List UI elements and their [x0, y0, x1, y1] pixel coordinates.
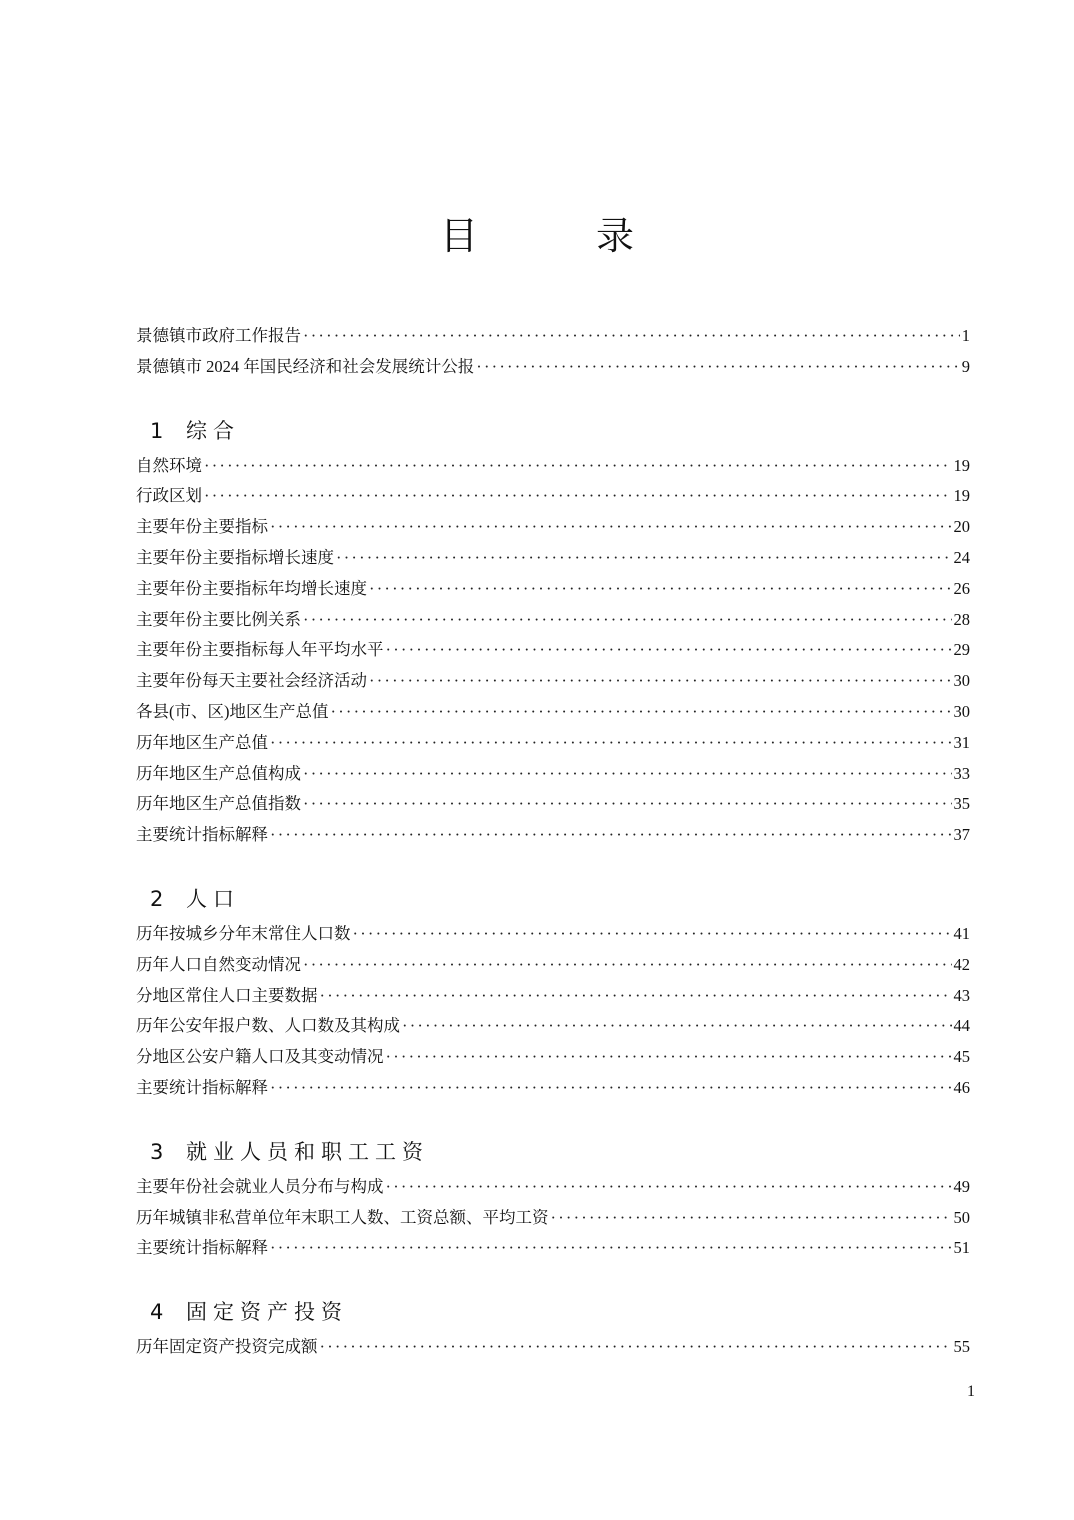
toc-entry[interactable]: [136, 512, 970, 543]
dot-leader: [303, 759, 952, 790]
section-number: 1: [150, 418, 164, 443]
dot-leader: [551, 1203, 952, 1234]
toc-entry-label: 历年公安年报户数、人口数及其构成: [136, 1016, 400, 1036]
section-title: 综合: [186, 418, 240, 443]
dot-leader: [270, 1073, 952, 1104]
toc-entry-label: 行政区划: [136, 486, 202, 506]
toc-entry[interactable]: [136, 728, 970, 759]
toc-entry[interactable]: [136, 759, 970, 790]
toc-entry-label: 历年按城乡分年末常住人口数: [136, 923, 351, 943]
dot-leader: [270, 1233, 952, 1264]
toc-entry-page: 42: [953, 954, 970, 974]
toc-entry-page: 29: [953, 640, 970, 660]
section-title: 固定资产投资: [186, 1300, 348, 1325]
toc-entry-page: 55: [953, 1337, 970, 1357]
toc-entry-page: 19: [953, 455, 970, 475]
section-number: 2: [150, 886, 164, 911]
toc-entry-page: 51: [953, 1238, 970, 1258]
toc-entry-page: 24: [953, 547, 970, 567]
dot-leader: [270, 512, 952, 543]
toc-entry[interactable]: [136, 1073, 970, 1104]
dot-leader: [303, 789, 952, 820]
toc-entry-label: 历年地区生产总值: [136, 732, 268, 752]
toc-entry-label: 历年地区生产总值指数: [136, 794, 301, 814]
dot-leader: [204, 451, 952, 482]
dot-leader: [476, 352, 960, 383]
toc-entry-label: 主要年份社会就业人员分布与构成: [136, 1176, 384, 1196]
toc-entry-page: 9: [961, 356, 970, 376]
dot-leader: [386, 1172, 952, 1203]
table-of-contents: [136, 321, 970, 1363]
toc-entry[interactable]: [136, 820, 970, 851]
toc-entry-page: 28: [953, 609, 970, 629]
toc-entry-label: 主要年份主要指标每人年平均水平: [136, 640, 384, 660]
toc-entry[interactable]: [136, 321, 970, 352]
toc-entry-page: 20: [953, 517, 970, 537]
toc-entry-label: 主要统计指标解释: [136, 1077, 268, 1097]
dot-leader: [386, 635, 952, 666]
dot-leader: [353, 919, 952, 950]
section-heading[interactable]: [136, 411, 970, 451]
toc-entry-page: 37: [953, 825, 970, 845]
section-heading[interactable]: [136, 1132, 970, 1172]
toc-entry-page: 35: [953, 794, 970, 814]
toc-entry-page: 19: [953, 486, 970, 506]
section-heading[interactable]: [136, 1292, 970, 1332]
dot-leader: [369, 666, 952, 697]
dot-leader: [402, 1011, 952, 1042]
toc-entry-page: 30: [953, 671, 970, 691]
toc-entry-page: 41: [953, 923, 970, 943]
toc-entry-page: 33: [953, 763, 970, 783]
toc-entry[interactable]: [136, 950, 970, 981]
toc-entry-label: 历年地区生产总值构成: [136, 763, 301, 783]
section-title: 就业人员和职工工资: [186, 1139, 429, 1164]
dot-leader: [270, 820, 952, 851]
toc-entry[interactable]: [136, 1332, 970, 1363]
toc-entry-label: 主要年份主要指标: [136, 517, 268, 537]
dot-leader: [303, 950, 952, 981]
toc-entry-page: 30: [953, 701, 970, 721]
toc-entry[interactable]: [136, 605, 970, 636]
toc-entry-label: 分地区公安户籍人口及其变动情况: [136, 1047, 384, 1067]
toc-entry[interactable]: [136, 481, 970, 512]
dot-leader: [303, 605, 952, 636]
dot-leader: [336, 543, 952, 574]
toc-entry-label: 主要统计指标解释: [136, 825, 268, 845]
toc-entry-page: 31: [953, 732, 970, 752]
section-number: 4: [150, 1300, 164, 1325]
toc-entry-page: 50: [953, 1207, 970, 1227]
toc-entry-label: 分地区常住人口主要数据: [136, 985, 318, 1005]
toc-entry[interactable]: [136, 789, 970, 820]
toc-entry[interactable]: [136, 981, 970, 1012]
toc-entry-label: 主要年份主要指标增长速度: [136, 547, 334, 567]
dot-leader: [320, 981, 952, 1012]
toc-entry[interactable]: [136, 635, 970, 666]
toc-entry[interactable]: [136, 352, 970, 383]
toc-entry-label: 主要年份每天主要社会经济活动: [136, 671, 367, 691]
toc-entry[interactable]: [136, 1042, 970, 1073]
page-title: 目 录: [439, 214, 674, 258]
toc-entry[interactable]: [136, 1233, 970, 1264]
toc-entry[interactable]: [136, 697, 970, 728]
toc-entry-page: 1: [961, 326, 970, 345]
toc-entry[interactable]: [136, 666, 970, 697]
toc-entry-page: 45: [953, 1047, 970, 1067]
toc-entry-page: 44: [953, 1016, 970, 1036]
dot-leader: [331, 697, 952, 728]
toc-entry-label: 历年固定资产投资完成额: [136, 1337, 318, 1357]
toc-entry-label: 历年人口自然变动情况: [136, 954, 301, 974]
dot-leader: [270, 728, 952, 759]
dot-leader: [303, 321, 960, 352]
toc-entry[interactable]: [136, 543, 970, 574]
dot-leader: [204, 481, 952, 512]
section-heading[interactable]: [136, 879, 970, 919]
toc-entry[interactable]: [136, 1172, 970, 1203]
toc-entry-label: 景德镇市 2024 年国民经济和社会发展统计公报: [136, 356, 475, 376]
toc-entry-label: 景德镇市政府工作报告: [136, 326, 301, 345]
toc-entry-page: 46: [953, 1077, 970, 1097]
toc-entry-label: 各县(市、区)地区生产总值: [136, 701, 329, 721]
dot-leader: [386, 1042, 952, 1073]
dot-leader: [369, 574, 952, 605]
section-number: 3: [150, 1139, 164, 1164]
toc-entry[interactable]: [136, 919, 970, 950]
section-title: 人口: [186, 886, 240, 911]
page-number: 1: [967, 1383, 975, 1400]
toc-entry-page: 43: [953, 985, 970, 1005]
toc-entry-label: 主要年份主要比例关系: [136, 609, 301, 629]
dot-leader: [320, 1332, 952, 1363]
toc-entry[interactable]: [136, 1011, 970, 1042]
toc-entry[interactable]: [136, 451, 970, 482]
toc-entry-label: 主要年份主要指标年均增长速度: [136, 578, 367, 598]
toc-entry-page: 49: [953, 1176, 970, 1196]
toc-entry-page: 26: [953, 578, 970, 598]
toc-entry-label: 历年城镇非私营单位年末职工人数、工资总额、平均工资: [136, 1207, 549, 1227]
toc-entry-label: 自然环境: [136, 455, 202, 475]
toc-entry[interactable]: [136, 1203, 970, 1234]
toc-entry-label: 主要统计指标解释: [136, 1238, 268, 1258]
toc-entry[interactable]: [136, 574, 970, 605]
